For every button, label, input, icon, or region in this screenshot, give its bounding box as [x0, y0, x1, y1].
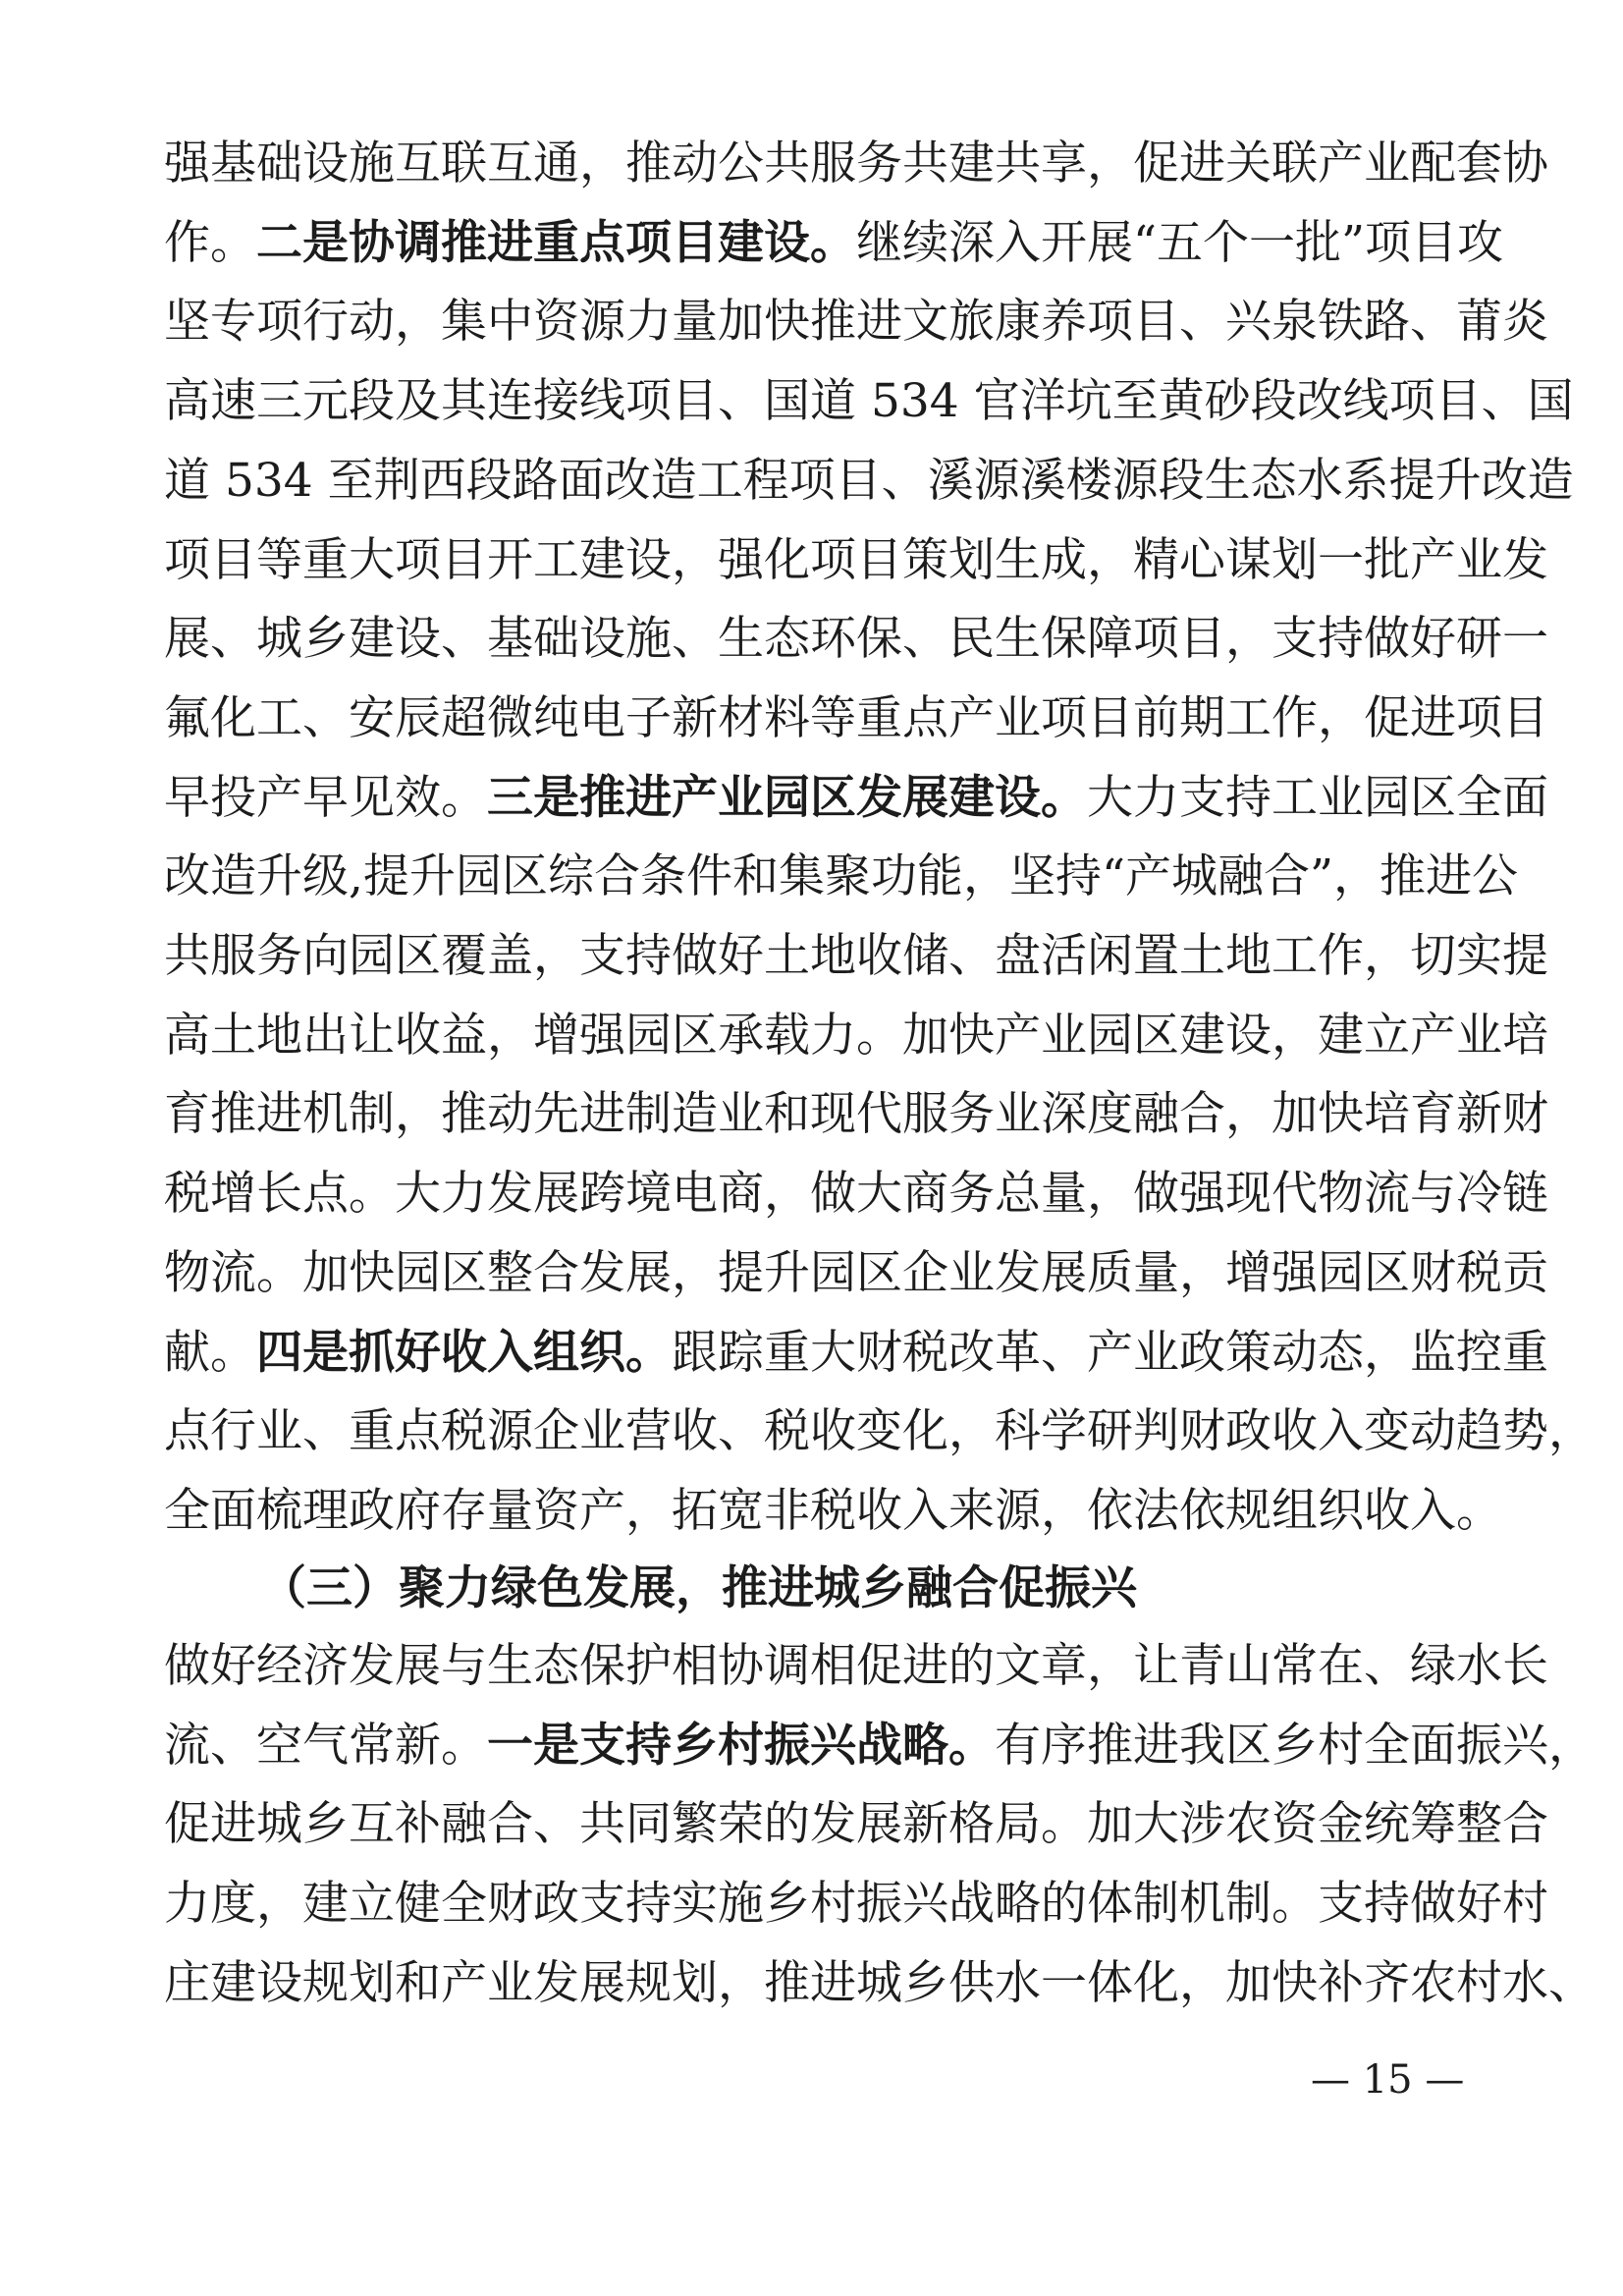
text-line: [164, 1865, 1548, 1943]
text-line: [164, 1393, 1595, 1471]
text-line: [164, 1785, 1548, 1864]
text-segment: 展、城乡建设、基础设施、生态环保、民生保障项目，支持做好研一: [164, 612, 1548, 667]
text-line: [164, 204, 1504, 283]
text-segment: 继续深入开展“五个一批”项目攻: [856, 215, 1504, 270]
text-segment: 点行业、重点税源企业营收、税收变化，科学研判财政收入变动趋势，: [164, 1404, 1595, 1459]
text-segment: 坚专项行动，集中资源力量加快推进文旅康养项目、兴泉铁路、莆炎: [164, 295, 1548, 350]
text-line: [164, 1155, 1548, 1233]
text-segment: 作。: [164, 215, 256, 270]
bold-lead-phrase: 二是协调推进重点项目建设。: [256, 215, 856, 270]
page-number: — 15 —: [1311, 2057, 1465, 2103]
text-segment: 改造升级,提升园区综合条件和集聚功能，坚持“产城融合”，推进公: [164, 849, 1518, 904]
text-segment: 强基础设施互联互通，推动公共服务共建共享，促进关联产业配套协: [164, 137, 1548, 191]
text-segment: 项目等重大项目开工建设，强化项目策划生成，精心谋划一批产业发: [164, 532, 1548, 587]
text-line: [164, 283, 1548, 361]
text-segment: 高土地出让收益，增强园区承载力。加快产业园区建设，建立产业培: [164, 1008, 1548, 1063]
text-line: [164, 838, 1518, 916]
text-segment: 育推进机制，推动先进制造业和现代服务业深度融合，加快培育新财: [164, 1087, 1548, 1142]
text-segment: 高速三元段及其连接线项目、国道 534 官洋坑至黄砂段改线项目、国: [164, 374, 1574, 429]
text-line: [164, 600, 1548, 679]
text-segment: 做好经济发展与生态保护相协调相促进的文章，让青山常在、绿水长: [164, 1639, 1548, 1693]
bold-lead-phrase: 三是推进产业园区发展建设。: [487, 770, 1087, 825]
text-segment: 庄建设规划和产业发展规划，推进城乡供水一体化，加快补齐农村水、: [164, 1955, 1595, 2010]
text-segment: 税增长点。大力发展跨境电商，做大商务总量，做强现代物流与冷链: [164, 1167, 1548, 1222]
text-segment: 献。: [164, 1325, 256, 1380]
text-line: [164, 442, 1574, 520]
text-segment: 早投产早见效。: [164, 770, 487, 825]
text-line: [164, 680, 1548, 758]
text-line: [164, 1234, 1548, 1313]
text-segment: 大力支持工业园区全面: [1087, 770, 1548, 825]
text-segment: 物流。加快园区整合发展，提升园区企业发展质量，增强园区财税贡: [164, 1245, 1548, 1300]
text-segment: 流、空气常新。: [164, 1718, 487, 1773]
text-segment: 促进城乡互补融合、共同繁荣的发展新格局。加大涉农资金统筹整合: [164, 1797, 1548, 1852]
text-line: [164, 1075, 1548, 1154]
text-line: [164, 759, 1548, 838]
text-line: [164, 997, 1548, 1075]
text-segment: 全面梳理政府存量资产，拓宽非税收入来源，依法依规组织收入。: [164, 1483, 1502, 1538]
text-segment: 氟化工、安辰超微纯电子新材料等重点产业项目前期工作，促进项目: [164, 690, 1548, 745]
bold-lead-phrase: 四是抓好收入组织。: [256, 1325, 672, 1380]
text-segment: 道 534 至荆西段路面改造工程项目、溪源溪楼源段生态水系提升改造: [164, 453, 1574, 508]
text-line: [164, 1627, 1548, 1706]
bold-lead-phrase: 一是支持乡村振兴战略。: [487, 1718, 995, 1773]
text-segment: 力度，建立健全财政支持实施乡村振兴战略的体制机制。支持做好村: [164, 1877, 1548, 1932]
text-line: [164, 1314, 1548, 1393]
text-line: [164, 1944, 1595, 2023]
section-heading: （三）聚力绿色发展，推进城乡融合促振兴: [260, 1561, 1137, 1615]
text-line: [164, 521, 1548, 600]
text-segment: 跟踪重大财税改革、产业政策动态，监控重: [672, 1325, 1548, 1380]
text-segment: 有序推进我区乡村全面振兴，: [995, 1718, 1595, 1773]
text-line: [164, 1707, 1595, 1785]
text-line: [164, 1472, 1502, 1551]
text-line: [164, 362, 1574, 441]
text-line: [164, 917, 1548, 996]
text-line: [164, 125, 1548, 203]
text-segment: 共服务向园区覆盖，支持做好土地收储、盘活闲置土地工作，切实提: [164, 929, 1548, 983]
